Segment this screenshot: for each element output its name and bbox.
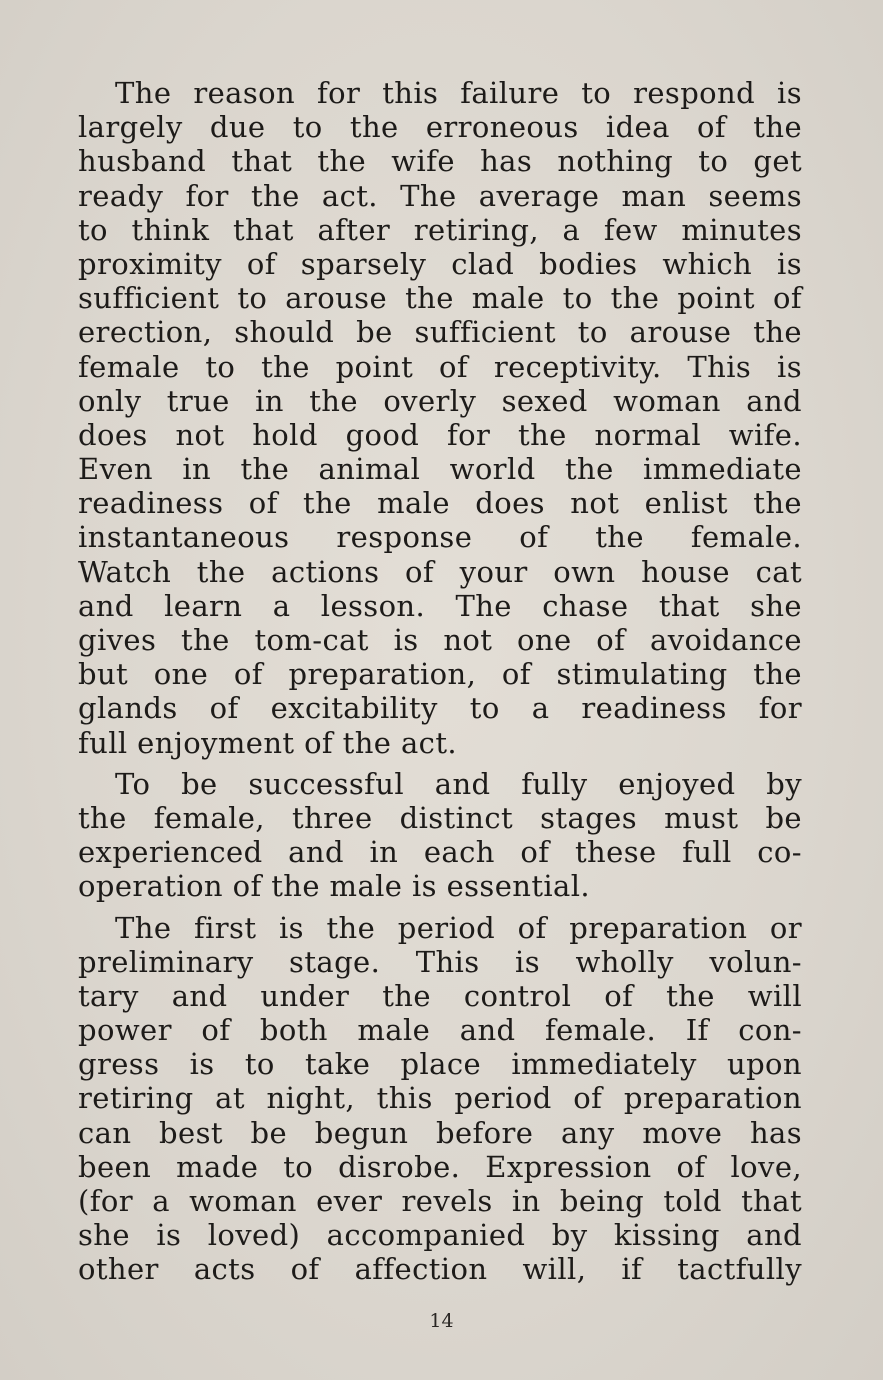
text-line: largely due to the erroneous idea of the: [78, 110, 802, 145]
text-line: but one of preparation, of stimulating the: [78, 657, 802, 692]
text-line: sufficient to arouse the male to the point of: [78, 281, 802, 316]
text-line: (for a woman ever revels in being told that: [78, 1184, 802, 1218]
text-line: husband that the wife has nothing to get: [78, 144, 802, 179]
text-line: to think that after retiring, a few minutes: [78, 212, 802, 247]
text-line: erection, should be sufficient to arouse the: [78, 315, 802, 350]
text-line: readiness of the male does not enlist the: [78, 486, 802, 521]
text-line: full enjoyment of the act.: [78, 725, 457, 760]
text-line: does not hold good for the normal wife.: [78, 417, 802, 452]
text-line: retiring at night, this period of preparation: [78, 1081, 802, 1116]
paragraph-2: [78, 767, 802, 904]
text-line: only true in the overly sexed woman and: [78, 383, 802, 418]
text-line: proximity of sparsely clad bodies which is: [78, 246, 802, 281]
text-line: preliminary stage. This is wholly volun-: [78, 944, 802, 979]
text-line: The reason for this failure to respond is: [115, 76, 802, 110]
text-line: gress is to take place immediately upon: [78, 1047, 802, 1082]
text-line: gives the tom-cat is not one of avoidance: [78, 623, 802, 657]
text-line: instantaneous response of the female.: [78, 520, 802, 555]
body-text: [78, 76, 802, 1294]
text-line: female to the point of receptivity. This is: [78, 349, 802, 384]
text-line: glands of excitability to a readiness for: [78, 691, 802, 726]
text-line: other acts of affection will, if tactfully: [78, 1252, 802, 1287]
text-line: The first is the period of preparation or: [115, 910, 802, 945]
text-line: can best be begun before any move has: [78, 1115, 802, 1150]
text-line: tary and under the control of the will: [78, 978, 802, 1013]
paragraph-3: [78, 911, 802, 1287]
text-line: Even in the animal world the immediate: [78, 452, 802, 487]
page-number: 14: [429, 1310, 454, 1332]
text-line: experienced and in each of these full co-: [78, 835, 802, 870]
text-line: she is loved) accompanied by kissing and: [78, 1218, 802, 1253]
text-line: operation of the male is essential.: [78, 869, 591, 904]
text-line: been made to disrobe. Expression of love,: [78, 1149, 802, 1184]
text-line: power of both male and female. If con-: [78, 1013, 802, 1048]
text-line: ready for the act. The average man seems: [78, 178, 802, 213]
text-line: the female, three distinct stages must be: [78, 800, 802, 835]
text-line: Watch the actions of your own house cat: [78, 554, 802, 589]
text-line: and learn a lesson. The chase that she: [78, 588, 802, 623]
paragraph-1: [78, 76, 802, 760]
text-line: To be successful and fully enjoyed by: [115, 766, 802, 801]
